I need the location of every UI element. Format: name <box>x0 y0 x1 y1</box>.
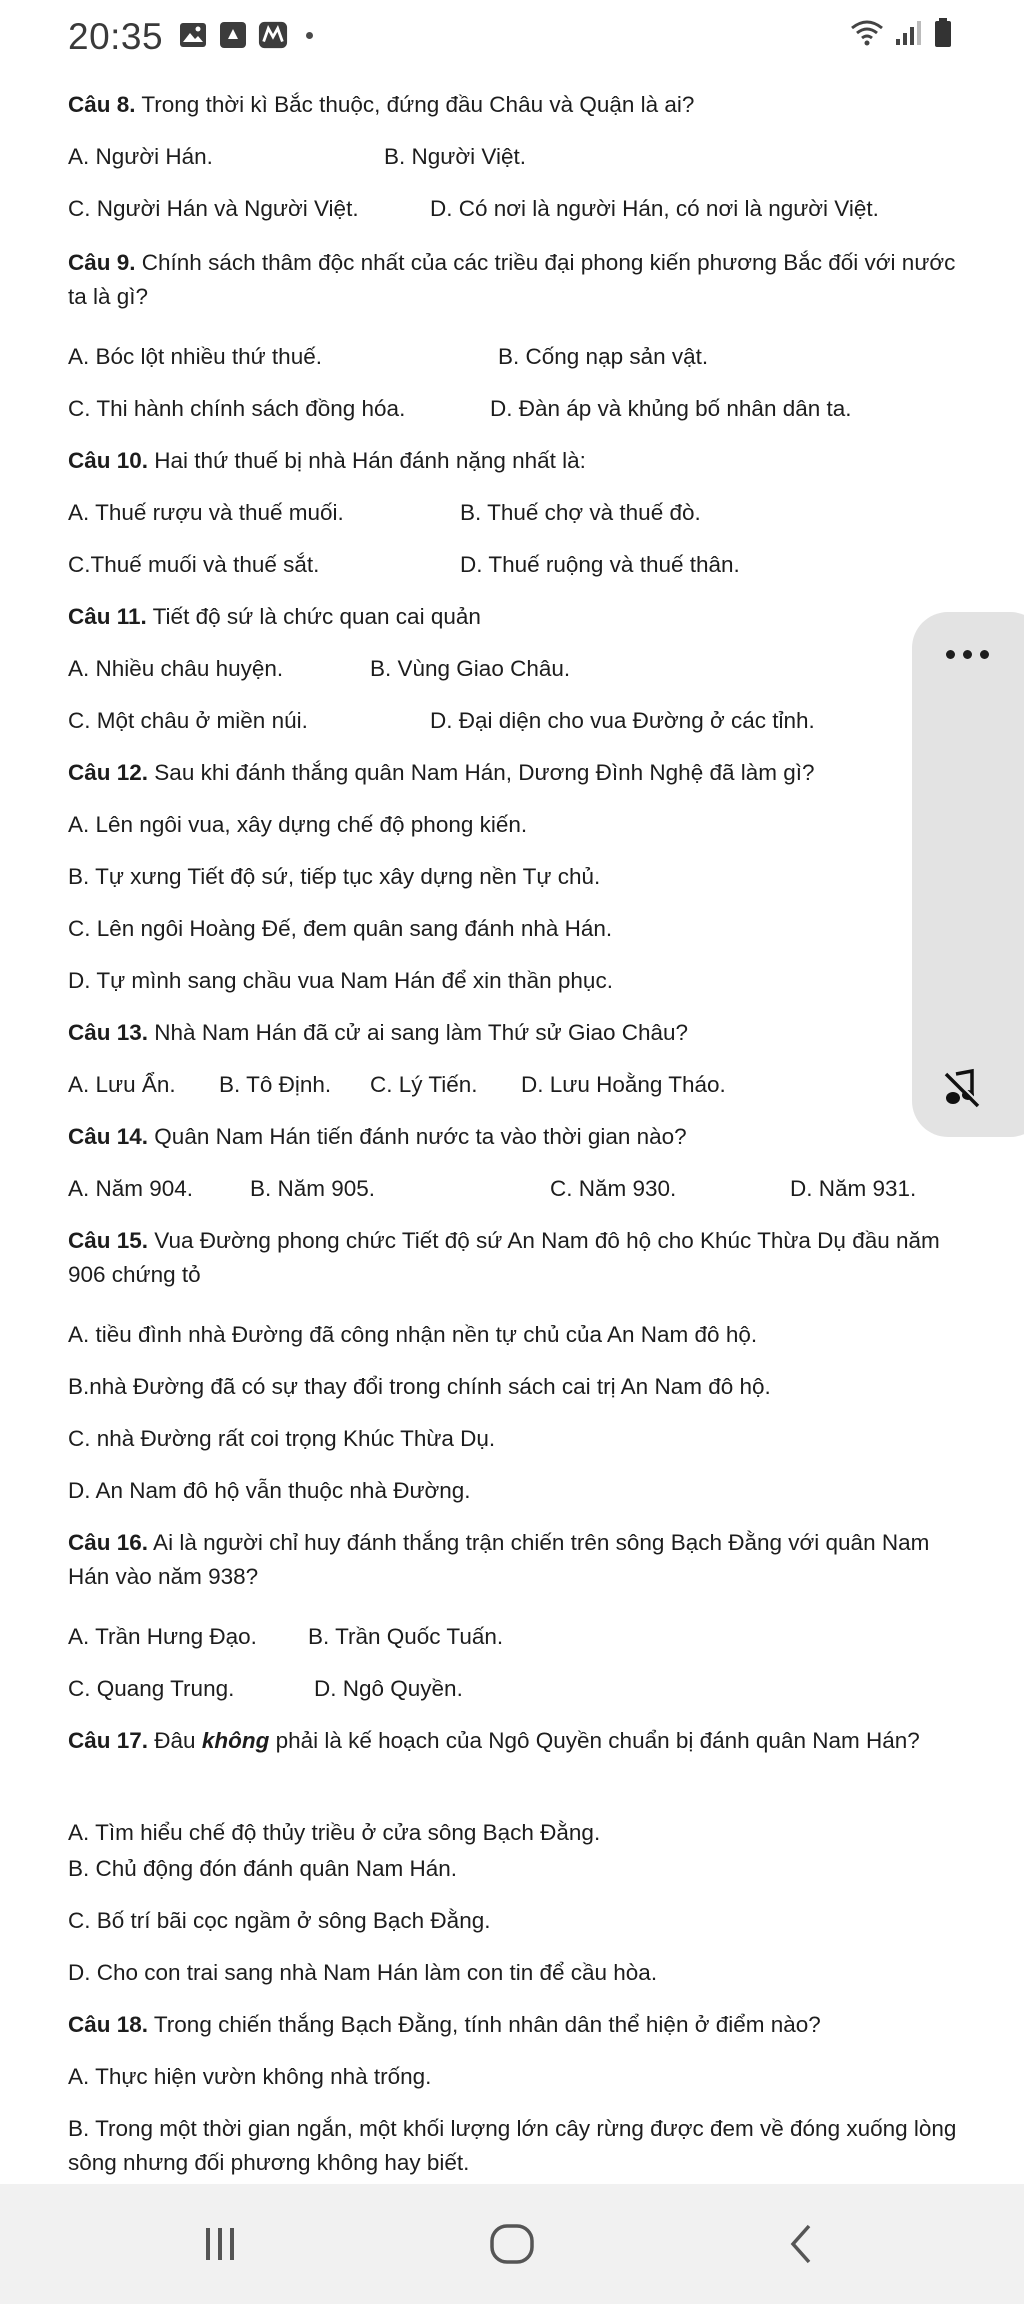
question-13 <box>68 1016 688 1050</box>
question-number: Câu 14. <box>68 1124 149 1149</box>
question-9 <box>68 246 958 314</box>
answer-option: D. Lưu Hoằng Tháo. <box>521 1072 726 1097</box>
answer-option: D. Ngô Quyền. <box>314 1676 463 1701</box>
mute-sound-icon[interactable] <box>942 1068 982 1108</box>
more-options-icon[interactable] <box>912 650 1022 659</box>
gallery-icon <box>178 20 208 50</box>
answer-option: B.nhà Đường đã có sự thay đổi trong chính sách cai trị An Nam đô hộ. <box>68 1374 771 1399</box>
status-bar <box>0 0 1024 72</box>
answer-option: D. Đại diện cho vua Đường ở các tỉnh. <box>430 708 815 733</box>
answer-option: C. nhà Đường rất coi trọng Khúc Thừa Dụ. <box>68 1426 496 1451</box>
question-12 <box>68 756 815 790</box>
answer-option: A. Thực hiện vườn không nhà trống. <box>68 2064 432 2089</box>
question-number: Câu 11. <box>68 604 147 629</box>
answer-option: B. Người Việt. <box>384 144 526 169</box>
answer-option: C. Quang Trung. <box>68 1676 235 1701</box>
question-17 <box>68 1724 958 1758</box>
answer-option: D. Có nơi là người Hán, có nơi là người Việt. <box>430 196 879 221</box>
home-icon[interactable] <box>442 2184 582 2304</box>
question-text: Trong thời kì Bắc thuộc, đứng đầu Châu và Quận là ai? <box>135 92 695 117</box>
answer-option: C.Thuế muối và thuế sắt. <box>68 552 320 577</box>
question-number: Câu 13. <box>68 1020 149 1045</box>
answer-option: B. Tự xưng Tiết độ sứ, tiếp tục xây dựng nền Tự chủ. <box>68 864 601 889</box>
question-text: Vua Đường phong chức Tiết độ sứ An Nam đô hộ cho Khúc Thừa Dụ đầu năm 906 chứng tỏ <box>68 1228 940 1287</box>
answer-option: B. Trần Quốc Tuấn. <box>308 1624 504 1649</box>
question-11 <box>68 600 481 634</box>
question-text: Chính sách thâm độc nhất của các triều đại phong kiến phương Bắc đối với nước ta là gì? <box>68 250 956 309</box>
answer-option: A. Thuế rượu và thuế muối. <box>68 500 344 525</box>
question-number: Câu 12. <box>68 760 149 785</box>
answer-option: A. Lưu Ẩn. <box>68 1072 176 1097</box>
question-number: Câu 10. <box>68 448 149 473</box>
navigation-bar <box>0 2184 1024 2304</box>
notification-dot-icon <box>306 32 313 39</box>
answer-option: D. Năm 931. <box>790 1176 917 1201</box>
answer-option: D. Thuế ruộng và thuế thân. <box>460 552 740 577</box>
answer-option: A. Bóc lột nhiều thứ thuế. <box>68 344 322 369</box>
answer-option: B. Cống nạp sản vật. <box>498 344 709 369</box>
question-emphasis: không <box>201 1728 270 1753</box>
answer-option: A. Nhiều châu huyện. <box>68 656 284 681</box>
question-text: Nhà Nam Hán đã cử ai sang làm Thứ sử Giao Châu? <box>148 1020 689 1045</box>
answer-option: C. Thi hành chính sách đồng hóa. <box>68 396 406 421</box>
answer-option: A. Năm 904. <box>68 1176 194 1201</box>
question-text: Hai thứ thuế bị nhà Hán đánh nặng nhất là: <box>148 448 586 473</box>
answer-option: B. Năm 905. <box>250 1176 376 1201</box>
question-text: Sau khi đánh thắng quân Nam Hán, Dương Đình Nghệ đã làm gì? <box>148 760 815 785</box>
status-right-icons <box>850 18 952 53</box>
answer-option: C. Năm 930. <box>550 1176 677 1201</box>
question-number: Câu 17. <box>68 1728 149 1753</box>
question-number: Câu 18. <box>68 2012 149 2037</box>
question-text: phải là kế hoạch của Ngô Quyền chuẩn bị đánh quân Nam Hán? <box>269 1728 920 1753</box>
app-icon <box>218 20 248 50</box>
question-8 <box>68 88 694 122</box>
answer-option: A. tiều đình nhà Đường đã công nhận nền tự chủ của An Nam đô hộ. <box>68 1322 758 1347</box>
messenger-icon <box>258 20 288 50</box>
recent-apps-icon[interactable] <box>150 2184 290 2304</box>
question-text: Đâu <box>148 1728 202 1753</box>
answer-option: D. Cho con trai sang nhà Nam Hán làm con tin để cầu hòa. <box>68 1960 658 1985</box>
question-number: Câu 8. <box>68 92 136 117</box>
floating-side-panel <box>912 612 1024 1137</box>
answer-option: C. Bố trí bãi cọc ngầm ở sông Bạch Đằng. <box>68 1908 491 1933</box>
question-16 <box>68 1526 958 1594</box>
wifi-icon <box>850 19 884 52</box>
back-icon[interactable] <box>730 2184 870 2304</box>
answer-option: D. An Nam đô hộ vẫn thuộc nhà Đường. <box>68 1478 471 1503</box>
signal-icon <box>894 19 924 52</box>
answer-option: D. Đàn áp và khủng bố nhân dân ta. <box>490 396 852 421</box>
answer-option: C. Lý Tiến. <box>370 1072 478 1097</box>
answer-option: C. Lên ngôi Hoàng Đế, đem quân sang đánh nhà Hán. <box>68 916 613 941</box>
question-18 <box>68 2008 821 2042</box>
question-14 <box>68 1120 687 1154</box>
answer-option: B. Vùng Giao Châu. <box>370 656 571 681</box>
answer-option: A. Trần Hưng Đạo. <box>68 1624 257 1649</box>
question-text: Quân Nam Hán tiến đánh nước ta vào thời gian nào? <box>148 1124 687 1149</box>
answer-option: A. Người Hán. <box>68 144 213 169</box>
answer-option: C. Người Hán và Người Việt. <box>68 196 359 221</box>
answer-option: D. Tự mình sang chầu vua Nam Hán để xin thần phục. <box>68 968 613 993</box>
answer-option: C. Một châu ở miền núi. <box>68 708 308 733</box>
answer-option: B. Tô Định. <box>219 1072 332 1097</box>
question-text: Tiết độ sứ là chức quan cai quản <box>146 604 481 629</box>
answer-option: A. Tìm hiểu chế độ thủy triều ở cửa sông Bạch Đằng. <box>68 1820 601 1845</box>
status-time: 20:35 <box>68 16 164 57</box>
answer-option: A. Lên ngôi vua, xây dựng chế độ phong kiến. <box>68 812 528 837</box>
question-text: Ai là người chỉ huy đánh thắng trận chiến trên sông Bạch Đằng với quân Nam Hán vào năm 938? <box>68 1530 930 1589</box>
battery-icon <box>934 18 952 53</box>
question-number: Câu 16. <box>68 1530 149 1555</box>
answer-option: B. Chủ động đón đánh quân Nam Hán. <box>68 1856 458 1881</box>
question-text: Trong chiến thắng Bạch Đằng, tính nhân dân thể hiện ở điểm nào? <box>148 2012 821 2037</box>
question-number: Câu 15. <box>68 1228 149 1253</box>
answer-option: B. Trong một thời gian ngắn, một khối lượng lớn cây rừng được đem về đóng xuống lòng sông nhưng đối phương không hay biết. <box>68 2116 957 2175</box>
answer-option: B. Thuế chợ và thuế đò. <box>460 500 701 525</box>
status-left-icons <box>178 20 313 50</box>
question-number: Câu 9. <box>68 250 136 275</box>
question-15 <box>68 1224 958 1292</box>
question-10 <box>68 444 586 478</box>
